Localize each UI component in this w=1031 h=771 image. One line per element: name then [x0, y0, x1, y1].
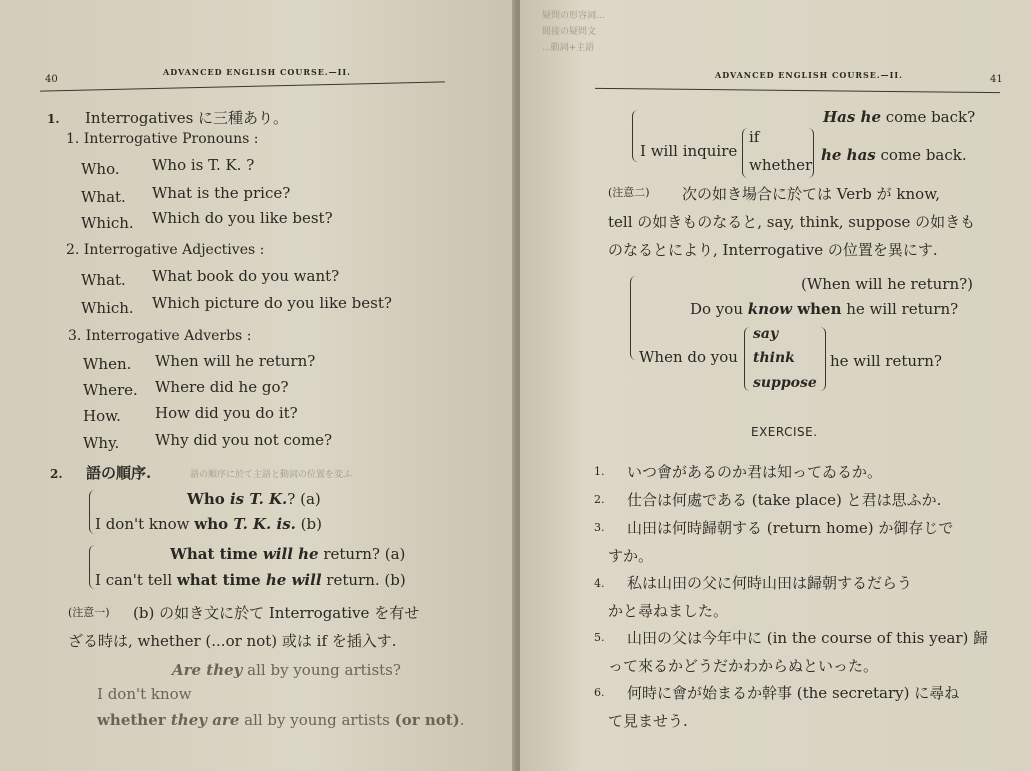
brace: [808, 128, 814, 178]
word: Which.: [81, 214, 134, 232]
running-header: ADVANCED ENGLISH COURSE.—II.: [163, 67, 351, 77]
example-line: Do you know when he will return?: [690, 300, 959, 318]
exercise-text: すか。: [608, 547, 654, 565]
option: say: [753, 326, 779, 342]
example-line: he will return?: [830, 352, 942, 370]
word: Where.: [83, 381, 138, 399]
exercise-text: 山田は何時歸朝する (return home) か御存じで: [627, 519, 954, 537]
note-text: tell の如きものなると, say, think, suppose の如きも: [608, 213, 976, 231]
right-page: [520, 0, 1031, 771]
pencil-annotation: 疑問の形容詞...: [542, 11, 605, 21]
word: What.: [81, 188, 126, 206]
subsection-title: 2. Interrogative Adjectives :: [66, 242, 265, 258]
running-header: ADVANCED ENGLISH COURSE.—II.: [715, 70, 903, 80]
subsection-title: 1. Interrogative Pronouns :: [66, 131, 259, 147]
example-line: Has he come back?: [823, 108, 976, 126]
example: What book do you want?: [152, 267, 340, 285]
option: think: [753, 350, 795, 366]
section-title: Interrogatives に三種あり。: [85, 109, 289, 127]
example: How did you do it?: [155, 404, 298, 422]
brace: [820, 327, 826, 391]
section-title: 語の順序.: [86, 464, 152, 482]
word: Why.: [83, 434, 120, 452]
exercise-number: 4.: [594, 577, 605, 590]
note-label: (注意二): [608, 186, 650, 199]
brace: [632, 110, 639, 162]
example-line: I will inquire: [640, 142, 738, 160]
word: How.: [83, 407, 121, 425]
example: Why did you not come?: [155, 431, 333, 449]
example: When will he return?: [155, 352, 316, 370]
brace: [744, 327, 750, 391]
note-text: 次の如き場合に於ては Verb が know,: [682, 185, 941, 203]
exercise-title: EXERCISE.: [751, 425, 818, 439]
example: Who is T. K. ?: [152, 156, 255, 174]
example-line: (When will he return?): [801, 275, 974, 293]
exercise-text: て見ませう.: [608, 712, 688, 730]
example-line: Who is T. K.? (a): [187, 490, 321, 508]
pencil-annotation: ...動詞+主語: [542, 43, 595, 53]
note-text: ざる時は, whether (...or not) 或は if を插入す.: [68, 632, 397, 650]
example-line: What time will he return? (a): [170, 545, 406, 563]
note-text: のなるとにより, Interrogative の位置を異にす.: [608, 241, 938, 259]
exercise-number: 1.: [594, 465, 605, 478]
example-line: I don't know who T. K. is. (b): [95, 515, 322, 533]
word: When.: [83, 355, 132, 373]
note-label: (注意一): [68, 606, 110, 619]
subsection-title: 3. Interrogative Adverbs :: [68, 328, 252, 344]
example-line: Are they all by young artists?: [172, 661, 401, 679]
exercise-number: 6.: [594, 686, 605, 699]
example-line: whether they are all by young artists (or not).: [97, 711, 465, 729]
pencil-annotation: 間接の疑問文: [542, 27, 597, 37]
example-line: When do you: [639, 348, 738, 366]
exercise-text: いつ會があるのか君は知ってゐるか。: [627, 463, 883, 481]
exercise-number: 5.: [594, 631, 605, 644]
example: What is the price?: [152, 184, 291, 202]
example-line: I can't tell what time he will return. (b): [95, 571, 406, 589]
example: Which do you like best?: [152, 209, 333, 227]
exercise-number: 2.: [594, 493, 605, 506]
page-number: 40: [45, 74, 58, 85]
section-number: 1.: [47, 112, 60, 126]
example: Where did he go?: [155, 378, 289, 396]
option: if: [749, 128, 760, 146]
example-line: he has come back.: [821, 146, 967, 164]
exercise-text: 何時に會が始まるか幹事 (the secretary) に尋ね: [627, 684, 960, 702]
pencil-annotation: 語の順序に於て主語と動詞の位置を変ふ: [190, 470, 353, 480]
option: suppose: [753, 375, 817, 391]
example: Which picture do you like best?: [152, 294, 392, 312]
word: Which.: [81, 299, 134, 317]
section-number: 2.: [50, 467, 63, 481]
word: What.: [81, 271, 126, 289]
brace: [630, 276, 637, 360]
exercise-text: って來るかどうだかわからぬといった。: [608, 657, 879, 675]
exercise-text: かと尋ねました。: [608, 602, 729, 620]
example-line: I don't know: [97, 685, 192, 703]
word: Who.: [81, 160, 120, 178]
exercise-number: 3.: [594, 521, 605, 534]
option: whether: [749, 156, 813, 174]
exercise-text: 私は山田の父に何時山田は歸朝するだらう: [627, 574, 913, 592]
header-rule: [40, 81, 445, 91]
page-number: 41: [990, 74, 1003, 85]
header-rule: [595, 88, 1000, 93]
brace: [742, 128, 748, 178]
exercise-text: 山田の父は今年中に (in the course of this year) 歸: [627, 629, 989, 647]
note-text: (b) の如き文に於て Interrogative を有せ: [133, 604, 420, 622]
exercise-text: 仕合は何處である (take place) と君は思ふか.: [627, 491, 942, 509]
